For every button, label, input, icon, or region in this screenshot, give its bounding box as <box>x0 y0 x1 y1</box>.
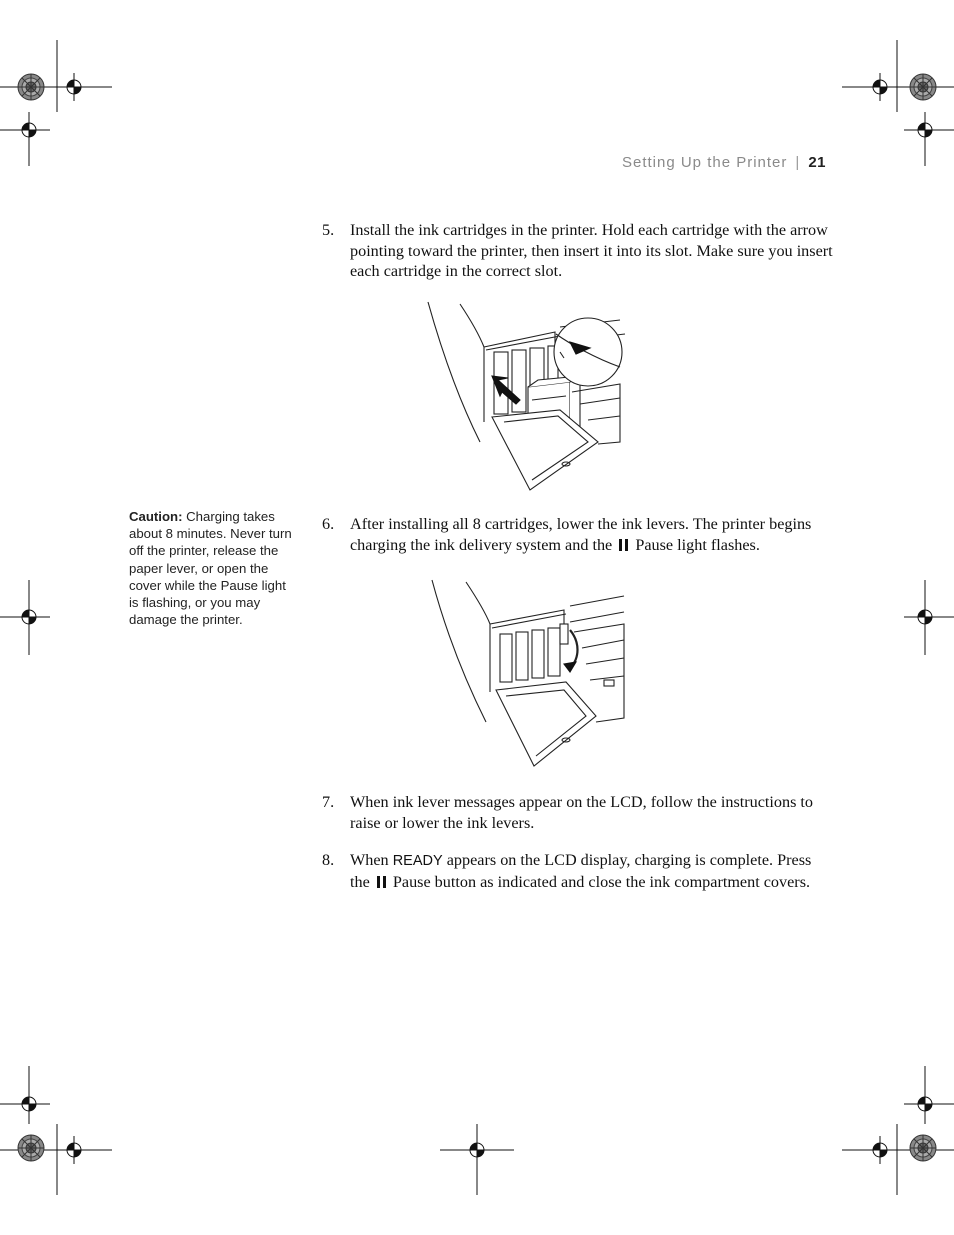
step-text-part: appears on the LCD display, charging is complete. Press the <box>350 851 812 891</box>
lcd-message: READY <box>392 853 443 869</box>
step-text: When ink lever messages appear on the LCD, follow the instructions to raise or lower the ink levers. <box>350 793 814 832</box>
caution-text: Charging takes about 8 minutes. Never turn off the printer, release the paper lever, or open the cover while the Pause light is flashing, or you may damage the printer. <box>129 509 292 628</box>
page-number: 21 <box>808 154 826 171</box>
registration-mark-icon <box>866 73 894 101</box>
registration-mark-icon <box>463 1136 491 1164</box>
color-target-icon <box>910 1135 936 1161</box>
color-target-icon <box>18 1135 44 1161</box>
step-number: 7. <box>322 793 335 811</box>
caution-label: Caution: <box>129 509 183 524</box>
step-number: 5. <box>322 221 335 239</box>
step-text-part: After installing all 8 cartridges, lower the ink levers. The printer begins charging the ink delivery system and the <box>350 515 812 554</box>
step-text-part: Pause button as indicated and close the ink compartment covers. <box>392 872 811 891</box>
registration-mark-icon <box>60 1136 88 1164</box>
registration-mark-icon <box>60 73 88 101</box>
section-title: Setting Up the Printer <box>621 154 788 171</box>
color-target-icon <box>18 74 44 100</box>
header-separator: | <box>795 154 801 171</box>
step-text-part: When <box>350 851 389 869</box>
color-target-icon <box>910 74 936 100</box>
step-text: Install the ink cartridges in the printer. Hold each cartridge with the arrow pointing toward the printer, then insert it into its slot. Make sure you insert each cartridge in the correct slot. <box>350 221 833 281</box>
step-number: 8. <box>322 851 335 869</box>
step-number: 6. <box>322 515 335 533</box>
step-text-part: Pause light flashes. <box>635 535 760 554</box>
registration-mark-icon <box>866 1136 894 1164</box>
